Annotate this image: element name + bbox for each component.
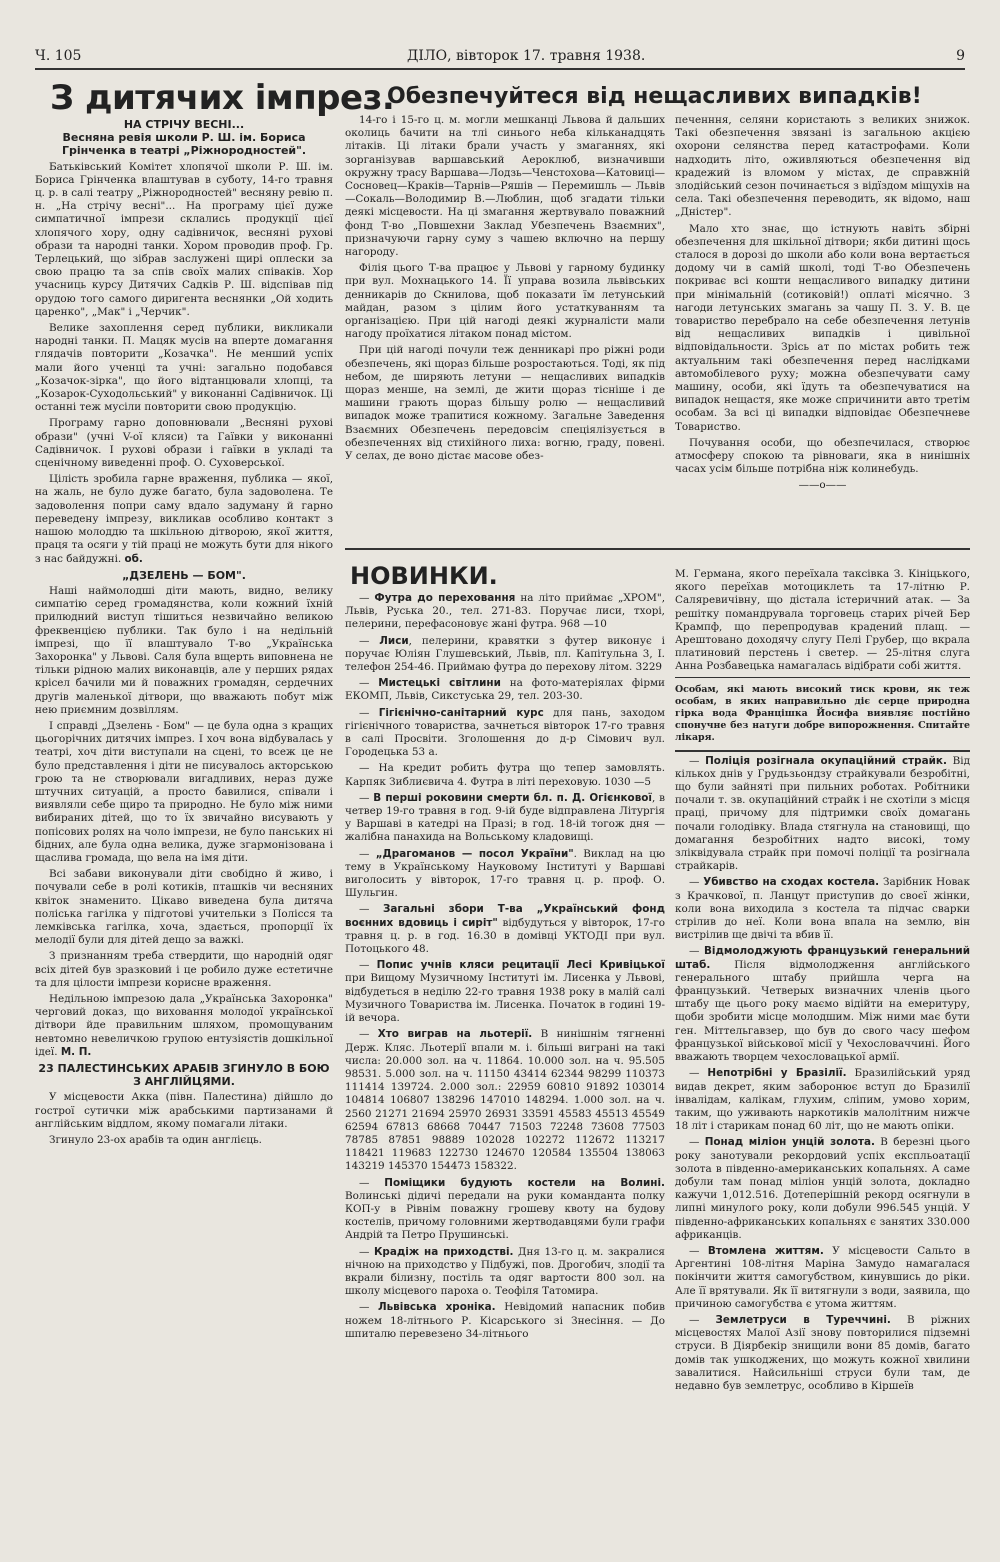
page-header	[35, 48, 965, 70]
column-news-left: — Футра до переховання на літо приймає „ХРОМ", Львів, Руська 20., тел. 271-83. Поручає лиси, тхорі, пелерини, перефасоновує жані футра. 968 —10 — Лиси, пелерини, кравятки з футер виконує і поручає Юліян Глушевський, Львів, пл. Капітульна 3, І. телефон 254-46. Приймаю футра до перехову літом. 3229 — Мистецькі світлини на фото-матеріялах фірми ЕКОМП, Львів, Сикстуська 29, тел. 203-30. — Гігієнічно-санітарний курс для пань, заходом гігієнічного товариства, зачнеться вівторок 17-го травня в салі Просвіти. Зголошення до д-р Сімович вул. Городецька 53 а. — На кредит робить футра що тепер замовлять. Карпяк Зиблиєвича 4. Футра в літі переховую. 1030 —5 — В перші роковини смерти бл. п. Д. Огієнкової, в четвер 19-го травня в год. 9-ій буде відправлена Літургія у Варшаві в катедрі на Празі; в год. 18-ій тогож дня — жалібна панахида на Вольському кладовищі. — „Драгоманов — посол України". Виклад на цю тему в Українському Науковому Інституті у Варшаві виголосить у вівторок, 17-го травня ц. р. проф. О. Шульгин. — Загальні збори Т-ва „Український фонд воєнних вдовиць і сиріт" відбудуться у вівторок, 17-го травня ц. р. в год. 16.30 в домівці УКТОДІ при вул. Потоцького 48. — Попис учнів кляси рецитації Лесі Кривіцької при Вищому Музичному Інституті ім. Лисенка у Львові, відбудеться в неділю 22-го травня 1938 року в малій салі Музичного Товариства ім. Лисенка. Початок в годині 19-ій вечора. — Хто виграв на льотерії. В нинішнім тягненні Держ. Кляс. Льотерії впали м. і. більші виграні на такі числа: 20.000 зол. на ч. 11864. 10.000 зол. на ч. 95.505 98531. 5.000 зол. на ч. 11150 43414 62344 98299 110373 111414 139724. 2.000 зол.: 22959 60810 91892 103014 104814 106807 138296 147010 148294. 1.000 зол. на ч. 2560 21271 21694 25970 26931 33591 45583 45513 45549 62594 67813 68668 70447 71503 72248 73608 77503 78785 87851 98889 102028 102272 112672 113217 118421 119683 122730 124670 120584 135504 138063 143219 145370 154473 158322. — Поміщики будують костели на Волині. Волинські дідичі передали на руки команданта полку КОП-у в Рівнім поважну грошеву квоту на будову костелів, причому головними жертводавцями були графи Андрій та Петро Прушинські. — Крадіж на приходстві. Дня 13-го ц. м. закралися нічною на приходство у Підбужі, пов. Дрогобич, злодії та вкрали білизну, постіль та одяг вартости 800 зол. на школу місцевого пароха о. Теофіля Татомира. — Львівська хроніка. Невідомий напасник побив ножем 18-літнього Р. Кісарського зі Знесіння. — До шпиталю перевезено 34-літнього	[345, 592, 665, 1340]
column-insurance-left: 14-го і 15-го ц. м. могли мешканці Львова й дальших околиць бачити на тлі синього неба кільканадцять літаків. Ці літаки брали участь у змаганнях, які зорганізував варшавський Аероклюб, визначивши окружну трасу Варшава—Лодзь—Ченстохова—Катовиці—Сосновец—Краків—Тарнів—Ряшів — Перемишль — Львів—Сокаль—Володимир В.—Люблин, щоб згадати тільки деякі місцевости. На ці змагання жертвувало поважний фонд Т-во „Повшехни Заклад Убезпечень Взаємних", призначуючи гарну суму з чашею включно на першу нагороду. Філія цього Т-ва працює у Львові у гарному будинку при вул. Мохнацького 14. Її управа возила львівських денникарів до Скнилова, щоб показати їм летунський майдан, разом з цілим його устаткуванням та організацією. При цій нагоді деякі журналісти мали нагоду проїхатися літаком понад містом. При цій нагоді почули теж денникарі про ріжні роди обезпечень, які щораз більше розростаються. Тоді, як під небом, де ширяють летуни — нещасливих випадків щораз менше, на землі, де жити щораз тісніше і де машини грають щораз більшу ролю — нещасливий випадок може трапитися кожному. Загальне Заведення Взаємних Обезпечень передовсім спеціялізується в обезпеченнях від стихійного лиха: вогню, граду, повені. У селах, де воно дістає масове обез-	[345, 114, 665, 463]
column-children-events: НА СТРІЧУ ВЕСНІ... Весняна ревія школи Р. Ш. ім. Бориса Грінченка в театрі „Ріжнородностей". Батьківський Комітет хлопячої школи Р. Ш. ім. Бориса Грінченка влаштував в суботу, 14-го травня ц. р. в салі театру „Ріжнородностей" весняну ревію п. н. „На стрічу весні"... На програму цієї дуже симпатичної імпрези склались продукції цієї хлопячого хору, одну садівничок, весняні рухові образи та народні танки. Хором проводив проф. Гр. Терлецький, що зібрав заслужені щирі оплески за свою працю та за спів своїх малих співаків. Хор учасниць курсу Дитячих Садків Р. Ш. відспівав під орудою того самого диригента веснянки „Ой ходить царенко", „Мак" і „Черчик". Велике захоплення серед публики, викликали народні танки. П. Мацяк мусів на вперте домагання глядачів повторити „Козачка". Не менший успіх мали його ученці та учні: загально подобався „Козачок-зірка", що його відтанцювали хлопці, та „Козарок-Суходольський" у виконанні Садівничок. Ці останні теж мусіли повторити свою продукцію. Програму гарно доповнювали „Весняні рухові образи" (учні V-ої кляси) та Гаївки у виконанні Садівничок. І рухові образи і гаївки в укладі та сценічному виведенні проф. О. Суховерської. Цілість зробила гарне враження, публика — якої, на жаль, не було дуже багато, була задоволена. Те задоволення попри саму вдало задуману й гарно переведену імпрезу, викликав особливо контакт з нашою молоддю та шкільною дітворою, якої життя, праця та осяги у тій праці не можуть бути для нікого з нас байдужні. об. „ДЗЕЛЕНЬ — БОМ". Наші наймолодші діти мають, видно, велику симпатію серед громадянства, коли кожний їхній прилюдний виступ тішиться незвичайно великою фреквенцією публики. Так було і на недільній імпрезі, що її влаштувало Т-во „Українська Захоронка" у Львові. Саля була вщерть виповнена не тільки рідною малих виконавців, але у перших рядах крісел бачили ми й поважних громадян, сердечних другів маленької дітвори, що вважають побут між нею приємним дозвіллям. І справді „Дзелень - Бом" — це була одна з кращих цьогорічних дитячих імпрез. І хоч вона відбувалась у театрі, хоч діти виступали на сцені, то всеж це не було представлення і діти не писувалось акторською грою та не створювали вигадливих, нераз дуже штучних ситуацій, а просто бавилися, співали і виявляли себе щиро та природно. Не було між ними вибираних дітей, що то їх звичайно висувають у попісових ролях на чоло імпрези, не було панських ні бідних, але була одна велика, дуже згармонізована і щаслива громада, що вела на імя діти. Всі забави виконували діти свобідно й живо, і почували себе в ролі котиків, пташків чи весняних квіток знаменито. Цікаво виведена була дитяча поліська гагілка у підготові учительки з Полісся та лемківська гагілка, хоча, здається, пропорції їх мелодії були для дітей дещо за важкі. З признанням треба ствердити, що народній одяг всіх дітей був зразковий і це робило дуже естетичне та для цілости імпрези корисне враження. Недільною імпрезою дала „Українська Захоронка" черговий доказ, що виховання молодої української дітвори йде правильним шляхом, промощуваним невтомно невеличкою групою ентузіястів дошкільної ідеї. М. П. 23 ПАЛЕСТИНСЬКИХ АРАБІВ ЗГИНУЛО В БОЮ З АНГЛІЙЦЯМИ. У місцевости Акка (півн. Палестина) дійшло до гострої сутички між арабськими партизанами й англійським віддлом, якому помагали літаки. Згинуло 23-ох арабів та один англієць.	[35, 118, 333, 1147]
column-news-right: М. Германа, якого переїхала таксівка З. Кініцького, якого переїхав мотоциклеть та 17-літню Р. Саляревичівну, що дістала істеричний атак. — За решітку помандрувала торговець старих річей Бер Крампф, що перепродував крадений плащ. — Арештовано доходячу слугу Пелі Грубер, що вкрала платиновий перстень і светер. — 25-літня слуга Анна Розбавецька намагалась відібрати собі життя. Особам, які мають високий тиск крови, як теж особам, в яких направильно діє серце природна гірка вода Францішка Йосифа виявляє постійно спонучне без натуги добре випорожнення. Спитайте лікаря. — Поліція розігнала окупаційний страйк. Від кількох днів у Грудьзьондзу страйкували безробітні, що були зайняті при пильних роботах. Робітники почали т. зв. окупаційний страйк і не схотіли з місця праці, причому для підтримки своїх домагань почали голодівку. Влада стягнула на становищі, що домагання безробітних надто високі, тому зліквідувала страйк при помочі поліції та розігнала страйкарів. — Убивство на сходах костела. Зарібник Новак з Крачкової, п. Ланцут приступив до своєї жінки, коли вона виходила з костела та підчас сварки стрілив до неї. Коли вона впала на землю, він вистрілив ще двічі та вбив її. — Відмолоджують французький генеральний штаб. Після відмолодження англійського генерального штабу прийшла черга на французький. Четверых визначних членів цього штабу ще цього року маємо відійти на емеритуру, щоби зробити місце молодшим. Між ними має бути ген. Міттельгавзер, що був до свого часу шефом французької військової місії у Чехословаччині. Його вважають творцем чехословацької армії. — Непотрібні у Бразілії. Бразилійський уряд видав декрет, яким заборонює вступ до Бразилії інвалідам, калікам, глухим, сліпим, умово хорим, таким, що уживають наркотиків малолітним нижче 18 літ і старикам понад 60 літ, що не мають опіки. — Понад міліон унцій золота. В березні цього року занотували рекордовий успіх експльоатації золота в південно-американських копальнях. А саме добули там понад міліон унцій золота, докладно кажучи 1,012.516. Дотеперішній рекорд осягнули в липні минулого року, коли добули 996.545 унцій. У південно-африканських копальнях є занятих 330.000 африканців. — Втомлена життям. У місцевости Сальто в Аргентині 108-літня Маріна Замудо намагалася покінчити життя самогубством, кинувшись до ріки. Але її врятували. Як її витягнули з води, заявила, що причиною самогубства є утома життям. — Землетруси в Туреччині. В ріжних місцевостях Малої Азії знову повторилися підземні струси. В Діярбекір знищили вони 85 домів, багато домів так ушкоджених, що можуть кожної хвилини завалитися. Найсильніші струси були там, де недавно був землетрус, особливо в Кіршеїв	[675, 568, 970, 1392]
headline-news: НОВИНКИ.	[350, 562, 498, 590]
headline-children-events: З дитячих імпрез.	[50, 78, 395, 118]
column-insurance-right: печенння, селяни користають з великих знижок. Такі обезпечення звязані із загальною акцією охорони селянства перед катастрофами. Коли надходить літо, оживляються обезпечення від крадежий із вломом у містах, де справжній злодійський сезон починається з відїздом міщухів на села. Такі обезпечення переводить, як відомо, наш „Дністер". Мало хто знає, що істнують навіть збірні обезпечення для шкільної дітвори; якби дитині щось сталося в дорозі до школи або коли вона вертається додому чи в самій школі, тоді Т-во Обезпечень покриває всі кошти нещасливого випадку дитини при мінімальній (сотиковій!) оплаті місячно. З нагоди летунських змагань за чашу П. З. У. В. це товариство перебрало на себе обезпечення летунів від нещасливих випадків і цивільної відповідальности. Зрісь ат по містах робить теж актуальним такі обезпечення перед наслідками автомобілевого руху; можна обезпечувати саму машину, особи, які їдуть та обезпечуватися на випадок нещастя, яке може спричинити авто третім особам. За всі ці випадки відповідає Обезпечневе Товариство. Почування особи, що обезпечилася, створює атмосферу спокою та рівноваги, яка в нинішніх часах усім більше потрібна ніж колинебудь. ——o——	[675, 114, 970, 492]
page-number: 9	[956, 48, 965, 64]
masthead: ДІЛО, вівторок 17. травня 1938.	[407, 48, 646, 64]
issue-number: Ч. 105	[35, 48, 82, 64]
headline-insurance: Обезпечуйтеся від нещасливих випадків!	[387, 84, 922, 109]
